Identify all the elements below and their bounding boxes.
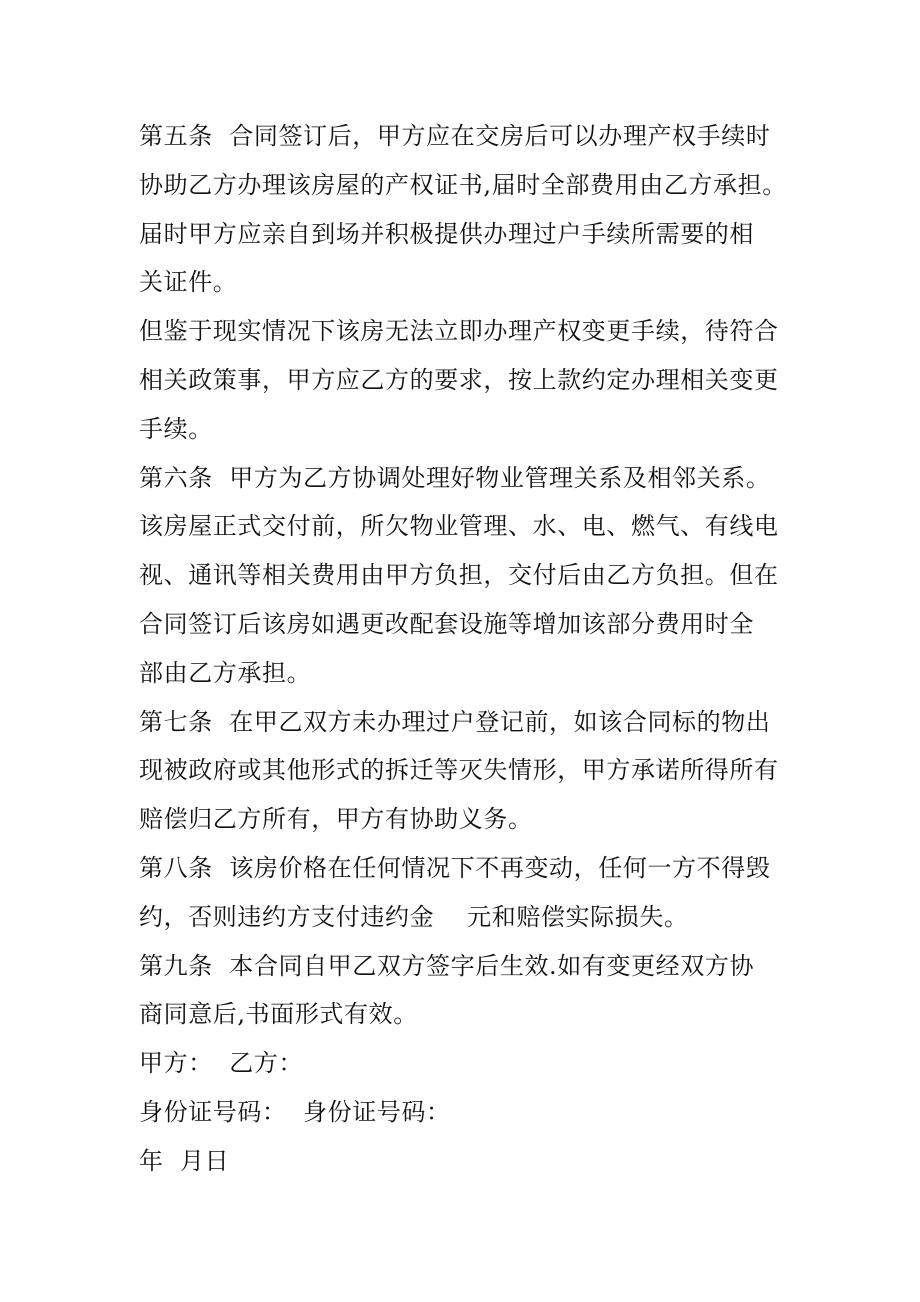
article-6-line-5: 部由乙方承担。 (139, 658, 312, 687)
article-5-line-4: 关证件。 (139, 268, 238, 297)
article-6-line-2: 该房屋正式交付前，所欠物业管理、水、电、燃气、有线电 (139, 512, 779, 541)
article-6-line-4: 合同签订后该房如遇更改配套设施等增加该部分费用时全 (139, 609, 754, 638)
article-6-line-3: 视、通讯等相关费用由甲方负担，交付后由乙方负担。但在 (139, 561, 779, 590)
article-8-line-2: 约，否则违约方支付违约金 元和赔偿实际损失。 (139, 902, 689, 931)
article-5-line-7: 手续。 (139, 414, 213, 443)
article-7-line-2: 现被政府或其他形式的拆迁等灭失情形，甲方承诺所得所有 (139, 756, 779, 785)
article-6-line-1: 第六条 甲方为乙方协调处理好物业管理关系及相邻关系。 (139, 463, 771, 492)
article-9-line-2: 商同意后,书面形式有效。 (139, 1000, 418, 1029)
article-5-line-6: 相关政策事，甲方应乙方的要求，按上款约定办理相关变更 (139, 365, 779, 394)
id-number-line: 身份证号码： 身份证号码： (139, 1097, 451, 1126)
article-5-line-2: 协助乙方办理该房屋的产权证书,届时全部费用由乙方承担。 (139, 170, 787, 199)
article-5-line-3: 届时甲方应亲自到场并积极提供办理过户手续所需要的相 (139, 219, 754, 248)
party-signature-line: 甲方： 乙方： (139, 1049, 304, 1078)
article-5-line-5: 但鉴于现实情况下该房无法立即办理产权变更手续，待符合 (139, 317, 779, 346)
article-7-line-1: 第七条 在甲乙双方未办理过户登记前，如该合同标的物出 (139, 707, 771, 736)
article-7-line-3: 赔偿归乙方所有，甲方有协助义务。 (139, 805, 533, 834)
article-9-line-1: 第九条 本合同自甲乙双方签字后生效.如有变更经双方协 (139, 951, 755, 980)
document-body (139, 112, 839, 1186)
article-5-line-1: 第五条 合同签订后，甲方应在交房后可以办理产权手续时 (139, 122, 771, 150)
date-line: 年 月日 (139, 1146, 230, 1175)
article-8-line-1: 第八条 该房价格在任何情况下不再变动，任何一方不得毁 (139, 853, 771, 882)
